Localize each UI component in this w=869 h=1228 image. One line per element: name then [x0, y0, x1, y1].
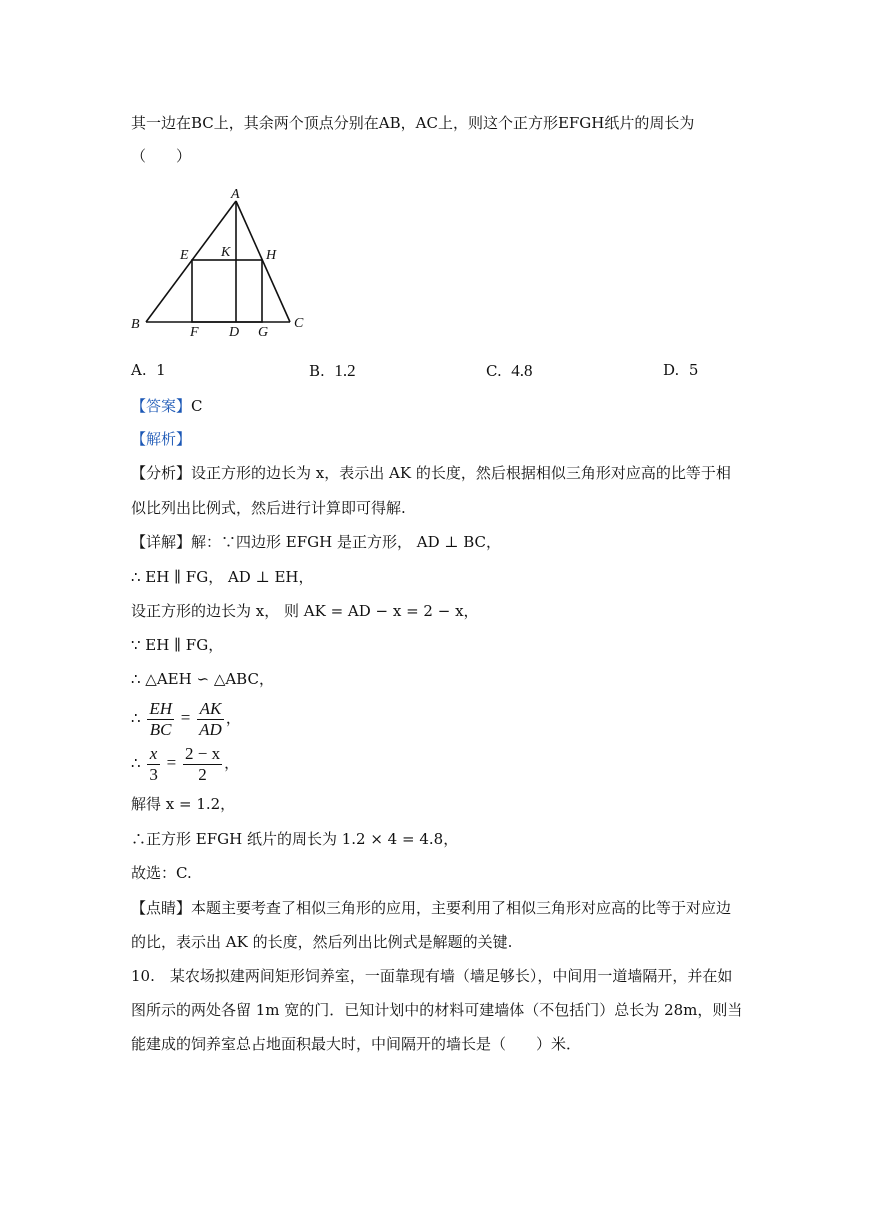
- step6-prefix: ∴: [131, 709, 141, 727]
- option-b[interactable]: [309, 361, 356, 381]
- option-a[interactable]: [131, 361, 166, 379]
- analysis-tag: 【解析】: [131, 430, 192, 448]
- fraction-num: 2 − x: [184, 743, 221, 763]
- label-g: G: [258, 325, 269, 340]
- option-d-letter: D.: [663, 361, 680, 379]
- dianjing-line1: [131, 897, 731, 919]
- fraction-den: AD: [199, 719, 222, 739]
- step7-line: ∴ $\frac{x}{3}$ = $\frac{2 - x}{2}$ ，: [131, 743, 240, 784]
- step8-line: 解得 x = 1.2，: [131, 795, 236, 813]
- step7-suffix: ，: [224, 754, 240, 772]
- fraction-den: BC: [149, 719, 172, 739]
- fraction-num: x: [147, 744, 160, 765]
- step1-line: [131, 531, 501, 553]
- option-c-letter: C.: [486, 362, 502, 380]
- option-c-value: 4.8: [511, 361, 533, 380]
- answer-tag: 【答案】: [131, 397, 192, 415]
- label-b: B: [131, 317, 140, 332]
- step9-line: ∴正方形 EFGH 纸片的周长为 1.2 × 4 = 4.8，: [131, 830, 459, 848]
- option-b-letter: B.: [309, 362, 325, 380]
- option-b-value: 1.2: [334, 361, 356, 380]
- xiangjie-tag: 【详解】: [131, 533, 192, 551]
- triangle-square-figure: [128, 180, 318, 345]
- answer-value: C: [191, 397, 203, 415]
- fraction-den: 3: [149, 764, 158, 784]
- label-h: H: [266, 248, 277, 263]
- label-k: K: [221, 245, 231, 260]
- fraction-x-3: [147, 744, 160, 785]
- step3-line: 设正方形的边长为 x， 则 AK = AD − x = 2 − x，: [131, 602, 479, 620]
- side-ac: [236, 201, 290, 322]
- fraction-num: AK: [197, 699, 224, 720]
- dianjing-tag: 【点睛】: [131, 899, 192, 917]
- fenxi-line1: [131, 462, 731, 484]
- q10-line2: 图所示的两处各留 1m 宽的门．已知计划中的材料可建墙体（不包括门）总长为 28m，则当: [131, 1001, 743, 1019]
- step6-line: ∴ $\frac{EH}{BC}$ = $\frac{AK}{AD}$ ，: [131, 698, 241, 739]
- fraction-2minusx-2: [183, 744, 222, 785]
- step7-prefix: ∴: [131, 754, 141, 772]
- q10-line3: 能建成的饲养室总占地面积最大时，中间隔开的墙长是（ ）米．: [131, 1035, 582, 1053]
- fenxi-tag: 【分析】: [131, 464, 192, 482]
- step1-text: 解：∵四边形 EFGH 是正方形， AD ⊥ BC，: [191, 533, 502, 551]
- label-a: A: [231, 187, 240, 202]
- fraction-ak-ad: [197, 699, 224, 740]
- label-c: C: [294, 316, 304, 331]
- answer-line: [131, 395, 203, 417]
- step2-line: ∴ EH ∥ FG， AD ⊥ EH，: [131, 568, 314, 586]
- side-ab: [146, 201, 236, 322]
- square-efgh: [192, 260, 262, 322]
- option-a-value: 1: [156, 361, 166, 379]
- label-d: D: [229, 325, 240, 340]
- q10-line1: 10. 某农场拟建两间矩形饲养室，一面靠现有墙（墙足够长），中间用一道墙隔开，并在如: [131, 967, 733, 985]
- step10-line: 故选：C.: [131, 864, 192, 882]
- q9-stem-line1: 其一边在BC上，其余两个顶点分别在AB，AC上，则这个正方形EFGH纸片的周长为: [131, 114, 695, 132]
- dianjing-text1: 本题主要考查了相似三角形的应用，主要利用了相似三角形对应高的比等于对应边: [191, 899, 732, 917]
- dianjing-line2: 的比，表示出 AK 的长度，然后列出比例式是解题的关键.: [131, 933, 513, 951]
- q9-stem-line2: （ ）: [131, 147, 192, 165]
- step5-line: ∴ △AEH ∽ △ABC，: [131, 670, 274, 688]
- fraction-eh-bc: [147, 699, 174, 740]
- fenxi-line2: 似比列出比例式，然后进行计算即可得解.: [131, 499, 406, 517]
- step4-line: ∵ EH ∥ FG，: [131, 636, 224, 654]
- fenxi-text1: 设正方形的边长为 x，表示出 AK 的长度，然后根据相似三角形对应高的比等于相: [191, 464, 731, 482]
- option-a-letter: A.: [131, 361, 147, 379]
- label-f: F: [190, 325, 199, 340]
- fraction-num: EH: [149, 698, 172, 718]
- option-d-value: 5: [688, 361, 699, 379]
- option-c[interactable]: [486, 361, 533, 381]
- option-d[interactable]: [663, 361, 698, 379]
- step6-suffix: ，: [225, 709, 241, 727]
- fraction-den: 2: [198, 764, 207, 784]
- label-e: E: [180, 248, 189, 263]
